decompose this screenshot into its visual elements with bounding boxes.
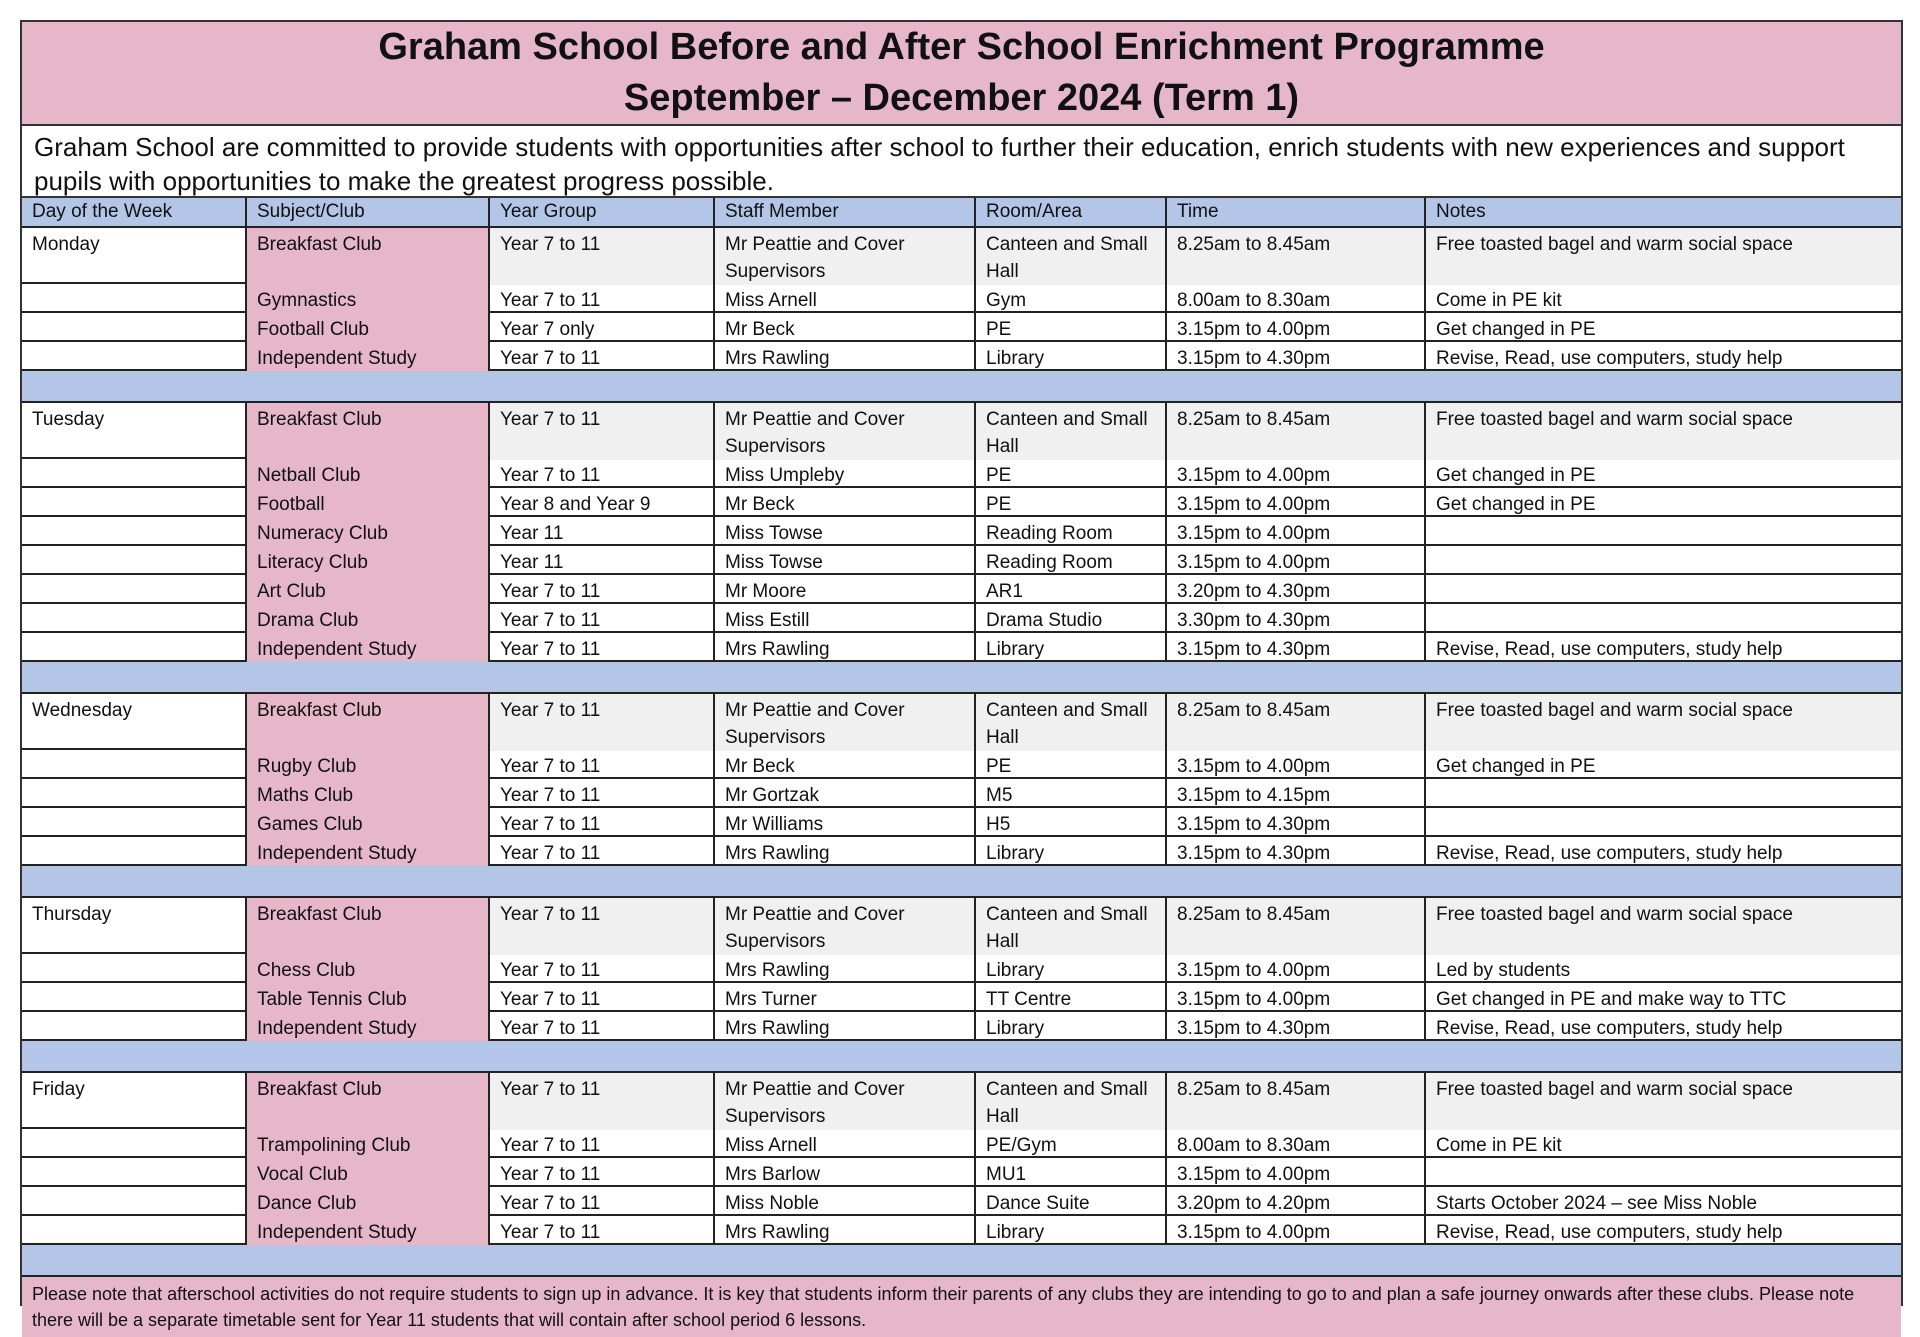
room-cell: M5 xyxy=(976,779,1167,809)
subject-cell: Gymnastics xyxy=(247,284,490,314)
table-row xyxy=(22,342,1901,371)
notes-cell: Get changed in PE xyxy=(1436,319,1596,340)
day-cell xyxy=(22,1216,247,1246)
time-cell: 3.15pm to 4.00pm xyxy=(1167,459,1426,489)
day-cell xyxy=(22,779,247,809)
staff-cell: Mr Peattie and Cover Supervisors xyxy=(715,403,976,460)
staff-cell: Mr Beck xyxy=(715,488,976,518)
staff-cell: Mr Peattie and Cover Supervisors xyxy=(715,228,976,285)
title-line-1: Graham School Before and After School Enrichment Programme xyxy=(378,26,1545,68)
staff-cell: Mrs Barlow xyxy=(715,1158,976,1188)
staff-cell: Miss Towse xyxy=(715,546,976,576)
day-cell xyxy=(22,837,247,867)
room-cell: PE/Gym xyxy=(976,1129,1167,1159)
day-cell xyxy=(22,1158,247,1188)
staff-cell: Mrs Rawling xyxy=(715,342,976,372)
room-cell: PE xyxy=(976,313,1167,343)
room-cell: Gym xyxy=(976,284,1167,314)
time-cell: 8.25am to 8.45am xyxy=(1167,694,1426,751)
table-row xyxy=(22,284,1901,313)
notes-cell xyxy=(1426,779,1901,809)
room-cell: MU1 xyxy=(976,1158,1167,1188)
time-cell: 3.20pm to 4.20pm xyxy=(1167,1187,1426,1217)
subject-cell: Independent Study xyxy=(247,342,490,372)
staff-cell: Mrs Rawling xyxy=(715,633,976,663)
day-cell xyxy=(22,954,247,984)
room-cell: Canteen and Small Hall xyxy=(976,898,1167,955)
day-separator xyxy=(22,662,1901,694)
subject-cell: Breakfast Club xyxy=(247,228,490,285)
header-notes: Notes xyxy=(1436,201,1486,222)
subject-cell: Numeracy Club xyxy=(247,517,490,547)
table-row xyxy=(22,313,1901,342)
day-cell xyxy=(22,633,247,663)
notes-cell: Free toasted bagel and warm social space xyxy=(1426,403,1901,460)
subject-cell: Independent Study xyxy=(247,633,490,663)
staff-cell: Mr Moore xyxy=(715,575,976,605)
header-day: Day of the Week xyxy=(22,198,247,226)
year-cell: Year 7 to 11 xyxy=(490,228,715,285)
room-cell: Canteen and Small Hall xyxy=(976,694,1167,751)
subject-cell: Football Club xyxy=(247,313,490,343)
time-cell: 8.25am to 8.45am xyxy=(1167,898,1426,955)
room-cell: H5 xyxy=(976,808,1167,838)
year-cell: Year 7 to 11 xyxy=(490,284,715,314)
day-cell xyxy=(22,546,247,576)
time-cell: 8.25am to 8.45am xyxy=(1167,403,1426,460)
day-cell xyxy=(22,342,247,372)
time-cell: 8.00am to 8.30am xyxy=(1167,284,1426,314)
subject-cell: Breakfast Club xyxy=(247,403,490,460)
room-cell: PE xyxy=(976,750,1167,780)
day-cell xyxy=(22,604,247,634)
room-cell: Library xyxy=(976,954,1167,984)
day-cell: Wednesday xyxy=(22,694,247,751)
time-cell: 3.30pm to 4.30pm xyxy=(1167,604,1426,634)
room-cell: Reading Room xyxy=(976,546,1167,576)
table-row xyxy=(22,694,1901,750)
timetable-sheet xyxy=(20,20,1903,1330)
year-cell: Year 7 to 11 xyxy=(490,575,715,605)
header-room: Room/Area xyxy=(976,198,1167,226)
subject-cell: Dance Club xyxy=(247,1187,490,1217)
notes-cell xyxy=(1426,1158,1901,1188)
staff-cell: Mr Williams xyxy=(715,808,976,838)
year-cell: Year 7 to 11 xyxy=(490,898,715,955)
year-cell: Year 7 to 11 xyxy=(490,1129,715,1159)
subject-cell: Breakfast Club xyxy=(247,898,490,955)
notes-cell: Revise, Read, use computers, study help xyxy=(1436,1222,1783,1243)
notes-cell xyxy=(1426,517,1901,547)
notes-cell: Starts October 2024 – see Miss Noble xyxy=(1436,1193,1758,1214)
day-cell xyxy=(22,459,247,489)
staff-cell: Mr Peattie and Cover Supervisors xyxy=(715,694,976,751)
room-cell: Library xyxy=(976,837,1167,867)
subject-cell: Netball Club xyxy=(247,459,490,489)
notes-cell xyxy=(1426,604,1901,634)
day-cell: Friday xyxy=(22,1073,247,1130)
table-row xyxy=(22,633,1901,662)
subject-cell: Table Tennis Club xyxy=(247,983,490,1013)
table-row xyxy=(22,750,1901,779)
year-cell: Year 7 to 11 xyxy=(490,1187,715,1217)
room-cell: Library xyxy=(976,1012,1167,1042)
table-row xyxy=(22,488,1901,517)
room-cell: Reading Room xyxy=(976,517,1167,547)
footer-note: Please note that afterschool activities do not require students to sign up in advance. It is key that students inform their parents of any clubs they are intending to go to and plan a safe journey onwards after these clubs. Please note there will be a separate timetable sent for Year 11 students that will contain after school period 6 lessons. xyxy=(22,1277,1901,1337)
notes-cell: Get changed in PE xyxy=(1436,465,1596,486)
room-cell: Library xyxy=(976,633,1167,663)
staff-cell: Miss Arnell xyxy=(715,1129,976,1159)
year-cell: Year 7 to 11 xyxy=(490,837,715,867)
table-row xyxy=(22,604,1901,633)
year-cell: Year 7 to 11 xyxy=(490,633,715,663)
year-cell: Year 7 to 11 xyxy=(490,983,715,1013)
room-cell: Canteen and Small Hall xyxy=(976,403,1167,460)
day-cell xyxy=(22,1129,247,1159)
table-row xyxy=(22,983,1901,1012)
staff-cell: Mrs Rawling xyxy=(715,1012,976,1042)
staff-cell: Mr Peattie and Cover Supervisors xyxy=(715,898,976,955)
time-cell: 3.15pm to 4.00pm xyxy=(1167,1216,1426,1246)
day-cell xyxy=(22,1187,247,1217)
time-cell: 8.00am to 8.30am xyxy=(1167,1129,1426,1159)
notes-cell: Free toasted bagel and warm social space xyxy=(1426,228,1901,285)
day-cell: Tuesday xyxy=(22,403,247,460)
day-separator xyxy=(22,1245,1901,1277)
table-row xyxy=(22,808,1901,837)
year-cell: Year 7 to 11 xyxy=(490,750,715,780)
room-cell: Canteen and Small Hall xyxy=(976,228,1167,285)
time-cell: 3.15pm to 4.00pm xyxy=(1167,1158,1426,1188)
staff-cell: Mrs Rawling xyxy=(715,1216,976,1246)
title-band xyxy=(22,22,1901,126)
time-cell: 3.15pm to 4.00pm xyxy=(1167,954,1426,984)
table-row xyxy=(22,546,1901,575)
time-cell: 8.25am to 8.45am xyxy=(1167,1073,1426,1130)
day-cell xyxy=(22,1012,247,1042)
day-cell: Thursday xyxy=(22,898,247,955)
notes-cell: Get changed in PE xyxy=(1436,756,1596,777)
staff-cell: Mrs Rawling xyxy=(715,954,976,984)
year-cell: Year 11 xyxy=(490,546,715,576)
notes-cell: Led by students xyxy=(1436,960,1571,981)
staff-cell: Miss Umpleby xyxy=(715,459,976,489)
notes-cell: Come in PE kit xyxy=(1436,290,1562,311)
notes-cell xyxy=(1426,575,1901,605)
title-line-2: September – December 2024 (Term 1) xyxy=(623,77,1300,119)
time-cell: 3.15pm to 4.30pm xyxy=(1167,633,1426,663)
subject-cell: Breakfast Club xyxy=(247,1073,490,1130)
time-cell: 3.15pm to 4.30pm xyxy=(1167,1012,1426,1042)
notes-cell xyxy=(1426,546,1901,576)
subject-cell: Chess Club xyxy=(247,954,490,984)
time-cell: 3.15pm to 4.00pm xyxy=(1167,488,1426,518)
room-cell: Dance Suite xyxy=(976,1187,1167,1217)
subject-cell: Breakfast Club xyxy=(247,694,490,751)
room-cell: TT Centre xyxy=(976,983,1167,1013)
staff-cell: Miss Towse xyxy=(715,517,976,547)
header-year: Year Group xyxy=(490,198,715,226)
subject-cell: Football xyxy=(247,488,490,518)
table-row xyxy=(22,1158,1901,1187)
table-row xyxy=(22,779,1901,808)
table-row xyxy=(22,1129,1901,1158)
year-cell: Year 7 to 11 xyxy=(490,459,715,489)
table-row xyxy=(22,1187,1901,1216)
year-cell: Year 7 to 11 xyxy=(490,1073,715,1130)
staff-cell: Mrs Turner xyxy=(715,983,976,1013)
subject-cell: Maths Club xyxy=(247,779,490,809)
day-separator xyxy=(22,371,1901,403)
time-cell: 8.25am to 8.45am xyxy=(1167,228,1426,285)
subject-cell: Vocal Club xyxy=(247,1158,490,1188)
table-row xyxy=(22,228,1901,284)
subject-cell: Trampolining Club xyxy=(247,1129,490,1159)
table-header-row xyxy=(22,198,1901,228)
year-cell: Year 7 to 11 xyxy=(490,1012,715,1042)
table-row xyxy=(22,459,1901,488)
time-cell: 3.15pm to 4.00pm xyxy=(1167,313,1426,343)
schedule-table xyxy=(22,198,1901,1337)
year-cell: Year 7 to 11 xyxy=(490,1158,715,1188)
notes-cell: Revise, Read, use computers, study help xyxy=(1436,639,1783,660)
day-cell xyxy=(22,575,247,605)
year-cell: Year 7 to 11 xyxy=(490,342,715,372)
room-cell: AR1 xyxy=(976,575,1167,605)
notes-cell: Revise, Read, use computers, study help xyxy=(1436,843,1783,864)
staff-cell: Miss Noble xyxy=(715,1187,976,1217)
time-cell: 3.20pm to 4.30pm xyxy=(1167,575,1426,605)
table-row xyxy=(22,1216,1901,1245)
subject-cell: Independent Study xyxy=(247,1216,490,1246)
table-row xyxy=(22,954,1901,983)
notes-cell: Free toasted bagel and warm social space xyxy=(1426,898,1901,955)
staff-cell: Miss Arnell xyxy=(715,284,976,314)
staff-cell: Mr Beck xyxy=(715,313,976,343)
notes-cell: Come in PE kit xyxy=(1436,1135,1562,1156)
year-cell: Year 7 to 11 xyxy=(490,808,715,838)
staff-cell: Mr Peattie and Cover Supervisors xyxy=(715,1073,976,1130)
notes-cell: Revise, Read, use computers, study help xyxy=(1436,348,1783,369)
table-row xyxy=(22,575,1901,604)
room-cell: Canteen and Small Hall xyxy=(976,1073,1167,1130)
time-cell: 3.15pm to 4.00pm xyxy=(1167,517,1426,547)
subject-cell: Independent Study xyxy=(247,837,490,867)
notes-cell: Get changed in PE and make way to TTC xyxy=(1436,989,1787,1010)
staff-cell: Mrs Rawling xyxy=(715,837,976,867)
day-cell: Monday xyxy=(22,228,247,285)
intro-text: Graham School are committed to provide students with opportunities after school to further their education, enrich students with new experiences and support pupils with opportunities to make the greatest progress possible. xyxy=(22,126,1901,198)
room-cell: PE xyxy=(976,459,1167,489)
table-row xyxy=(22,837,1901,866)
table-row xyxy=(22,403,1901,459)
day-cell xyxy=(22,313,247,343)
staff-cell: Mr Beck xyxy=(715,750,976,780)
year-cell: Year 7 to 11 xyxy=(490,604,715,634)
year-cell: Year 7 to 11 xyxy=(490,1216,715,1246)
subject-cell: Independent Study xyxy=(247,1012,490,1042)
subject-cell: Literacy Club xyxy=(247,546,490,576)
year-cell: Year 8 and Year 9 xyxy=(490,488,715,518)
day-cell xyxy=(22,517,247,547)
notes-cell: Free toasted bagel and warm social space xyxy=(1426,694,1901,751)
subject-cell: Drama Club xyxy=(247,604,490,634)
subject-cell: Games Club xyxy=(247,808,490,838)
year-cell: Year 7 to 11 xyxy=(490,403,715,460)
table-row xyxy=(22,1012,1901,1041)
subject-cell: Art Club xyxy=(247,575,490,605)
header-staff: Staff Member xyxy=(715,198,976,226)
day-cell xyxy=(22,284,247,314)
header-subject: Subject/Club xyxy=(247,198,490,226)
year-cell: Year 11 xyxy=(490,517,715,547)
header-time: Time xyxy=(1167,198,1426,226)
time-cell: 3.15pm to 4.30pm xyxy=(1167,808,1426,838)
day-cell xyxy=(22,750,247,780)
year-cell: Year 7 to 11 xyxy=(490,694,715,751)
subject-cell: Rugby Club xyxy=(247,750,490,780)
time-cell: 3.15pm to 4.00pm xyxy=(1167,546,1426,576)
year-cell: Year 7 only xyxy=(490,313,715,343)
time-cell: 3.15pm to 4.00pm xyxy=(1167,750,1426,780)
room-cell: Library xyxy=(976,342,1167,372)
day-separator xyxy=(22,866,1901,898)
day-cell xyxy=(22,488,247,518)
table-row xyxy=(22,898,1901,954)
year-cell: Year 7 to 11 xyxy=(490,954,715,984)
time-cell: 3.15pm to 4.30pm xyxy=(1167,342,1426,372)
notes-cell: Get changed in PE xyxy=(1436,494,1596,515)
time-cell: 3.15pm to 4.00pm xyxy=(1167,983,1426,1013)
staff-cell: Miss Estill xyxy=(715,604,976,634)
table-row xyxy=(22,1073,1901,1129)
room-cell: Drama Studio xyxy=(976,604,1167,634)
time-cell: 3.15pm to 4.15pm xyxy=(1167,779,1426,809)
day-separator xyxy=(22,1041,1901,1073)
notes-cell: Revise, Read, use computers, study help xyxy=(1436,1018,1783,1039)
year-cell: Year 7 to 11 xyxy=(490,779,715,809)
day-cell xyxy=(22,983,247,1013)
day-cell xyxy=(22,808,247,838)
table-row xyxy=(22,517,1901,546)
staff-cell: Mr Gortzak xyxy=(715,779,976,809)
room-cell: PE xyxy=(976,488,1167,518)
notes-cell: Free toasted bagel and warm social space xyxy=(1426,1073,1901,1130)
notes-cell xyxy=(1426,808,1901,838)
time-cell: 3.15pm to 4.30pm xyxy=(1167,837,1426,867)
room-cell: Library xyxy=(976,1216,1167,1246)
